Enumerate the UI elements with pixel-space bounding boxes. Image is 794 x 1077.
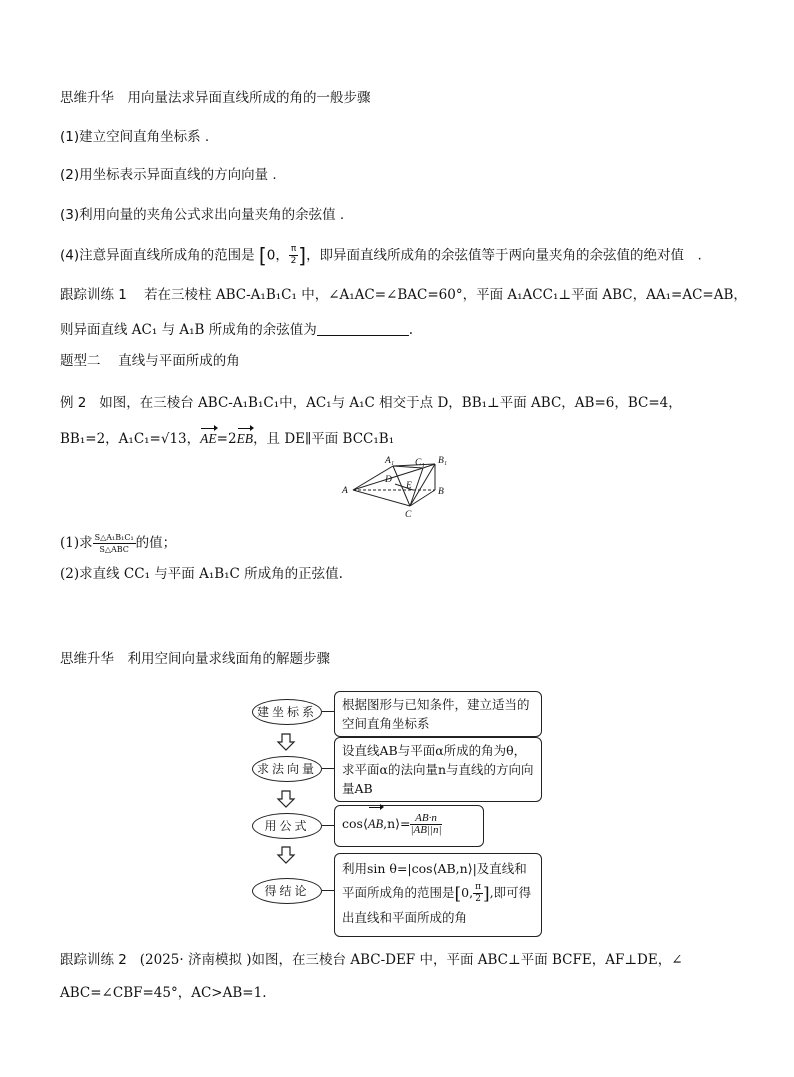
label-b1: B₁ (438, 456, 448, 466)
answer-blank[interactable] (317, 323, 409, 336)
frustum-figure (335, 452, 465, 520)
label-e: E (406, 481, 412, 491)
down-arrow-icon (276, 846, 296, 864)
label-a1: A₁ (385, 456, 395, 466)
flow-desc-1: 根据图形与已知条件，建立适当的空间直角坐标系 (334, 691, 542, 737)
flow-connector-1 (322, 711, 334, 712)
question-1: (1)求 $\frac{\text{S△A₁B₁C₁}}{\text{S△ABC}}$ 的值； (60, 533, 177, 554)
label-d: D (385, 475, 392, 485)
exercise-2-line-2: ABC=∠CBF=45°，AC>AB=1. (60, 985, 267, 1001)
example-2-line-2: BB₁=2，A₁C₁=√13，AE=2EB，且 DE∥平面 BCC₁B₁ (60, 431, 395, 447)
exercise-1: 跟踪训练 1 若在三棱柱 ABC-A₁B₁C₁ 中，∠A₁AC=∠BAC=60°，平面 A₁ACC₁⊥平面 ABC，AA₁=AC=AB， (60, 287, 747, 303)
flow-step-2: 求法向量 (252, 756, 322, 782)
down-arrow-icon (276, 733, 296, 751)
step-4: (4)注意异面直线所成角的范围是 [0， $\frac{\pi}{2}$ ]，即异面直线所成角的余弦值等于两向量夹角的余弦值的绝对值 . (60, 243, 702, 268)
exercise-1-question: 则异面直线 AC₁ 与 A₁B 所成角的余弦值为 . (60, 322, 414, 338)
label-c1: C₁ (415, 458, 425, 468)
example-2: 例 2 如图，在三棱台 ABC-A₁B₁C₁中，AC₁与 A₁C 相交于点 D，BB₁⊥平面 ABC，AB=6，BC=4， (60, 395, 682, 411)
flow-connector-4 (322, 890, 334, 891)
down-arrow-icon (276, 790, 296, 808)
label-b: B (438, 487, 444, 497)
section-title-1: 思维升华 用向量法求异面直线所成的角的一般步骤 (60, 90, 371, 106)
exercise-2: 跟踪训练 2 (2025· 济南模拟 )如图，在三棱台 ABC-DEF 中，平面 ABC⊥平面 BCFE，AF⊥DE，∠ (60, 952, 683, 968)
label-a: A (342, 486, 348, 496)
flow-desc-4: 利用sin θ=|cos⟨AB,n⟩|及直线和 平面所成角的范围是[0, $\frac{\pi}{2}$ ],即可得 出直线和平面所成的角 (334, 853, 542, 937)
step-1: (1)建立空间直角坐标系 . (60, 129, 210, 145)
question-2: (2)求直线 CC₁ 与平面 A₁B₁C 所成角的正弦值. (60, 566, 343, 582)
section-title-2: 思维升华 利用空间向量求线面角的解题步骤 (60, 651, 330, 667)
flow-connector-2 (322, 768, 334, 769)
flow-desc-3: cos⟨AB,n⟩= $\frac{AB\cdot n}{|AB||n|}$ (334, 805, 484, 847)
step-2: (2)用坐标表示异面直线的方向向量 . (60, 167, 277, 183)
flow-desc-2: 设直线AB与平面α所成的角为θ，求平面α的法向量n与直线的方向向量AB (334, 737, 542, 802)
flow-step-4: 得结论 (252, 878, 322, 904)
step-3: (3)利用向量的夹角公式求出向量夹角的余弦值 . (60, 207, 345, 223)
flow-step-3: 用公式 (252, 813, 322, 839)
flow-step-1: 建坐标系 (252, 699, 322, 725)
topic-2-title: 题型二 直线与平面所成的角 (60, 353, 240, 369)
label-c: C (405, 510, 412, 520)
edge-a-c (353, 490, 410, 506)
edge-c-b (410, 490, 435, 506)
flow-connector-3 (322, 825, 334, 826)
